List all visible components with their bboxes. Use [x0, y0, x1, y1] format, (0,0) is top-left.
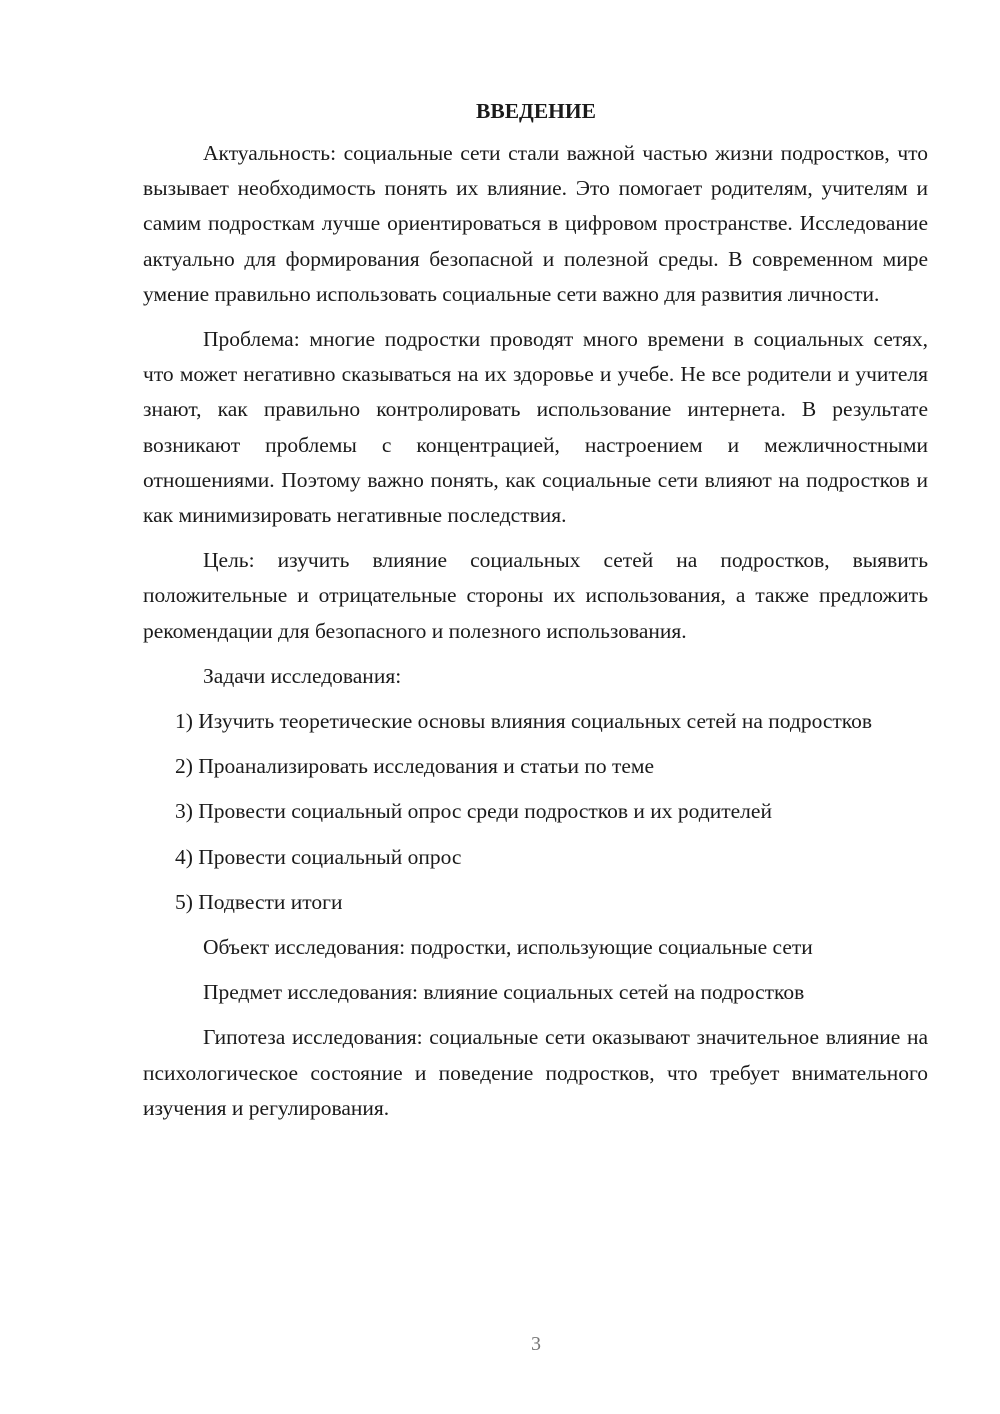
paragraph-goal: Цель: изучить влияние социальных сетей на подростков, выявить положительные и отрицательные стороны их использования, а также предложить рекомендации для безопасного и полезного использования.	[143, 548, 928, 643]
page-title: ВВЕДЕНИЕ	[476, 99, 596, 123]
task-item-5: 5) Подвести итоги	[175, 889, 343, 914]
task-item-2: 2) Проанализировать исследования и статьи по теме	[175, 754, 655, 779]
document-page	[143, 96, 928, 1136]
page-number: 3	[531, 1333, 541, 1355]
tasks-heading: Задачи исследования:	[203, 663, 402, 688]
paragraph-hypothesis: Гипотеза исследования: социальные сети оказывают значительное влияние на психологическое состояние и поведение подростков, что требует внимательного изучения и регулирования.	[143, 1025, 928, 1120]
task-item-3: 3) Провести социальный опрос среди подростков и их родителей	[175, 799, 772, 824]
paragraph-relevance: Актуальность: социальные сети стали важной частью жизни подростков, что вызывает необходимость понять их влияние. Это помогает родителям, учителям и самим подросткам лучше ориентироваться в цифровом пространстве. Исследование актуально для формирования безопасной и полезной среды. В современном мире умение правильно использовать социальные сети важно для развития личности.	[143, 141, 928, 306]
paragraph-problem: Проблема: многие подростки проводят много времени в социальных сетях, что может негативно сказываться на их здоровье и учебе. Не все родители и учителя знают, как правильно контролировать использование интернета. В результате возникают проблемы с концентрацией, настроением и межличностными отношениями. Поэтому важно понять, как социальные сети влияют на подростков и как минимизировать негативные последствия.	[143, 327, 928, 528]
paragraph-subject: Предмет исследования: влияние социальных сетей на подростков	[203, 980, 805, 1005]
paragraph-object: Объект исследования: подростки, использующие социальные сети	[203, 935, 813, 960]
task-item-1: 1) Изучить теоретические основы влияния социальных сетей на подростков	[175, 709, 873, 734]
task-item-4: 4) Провести социальный опрос	[175, 844, 462, 869]
